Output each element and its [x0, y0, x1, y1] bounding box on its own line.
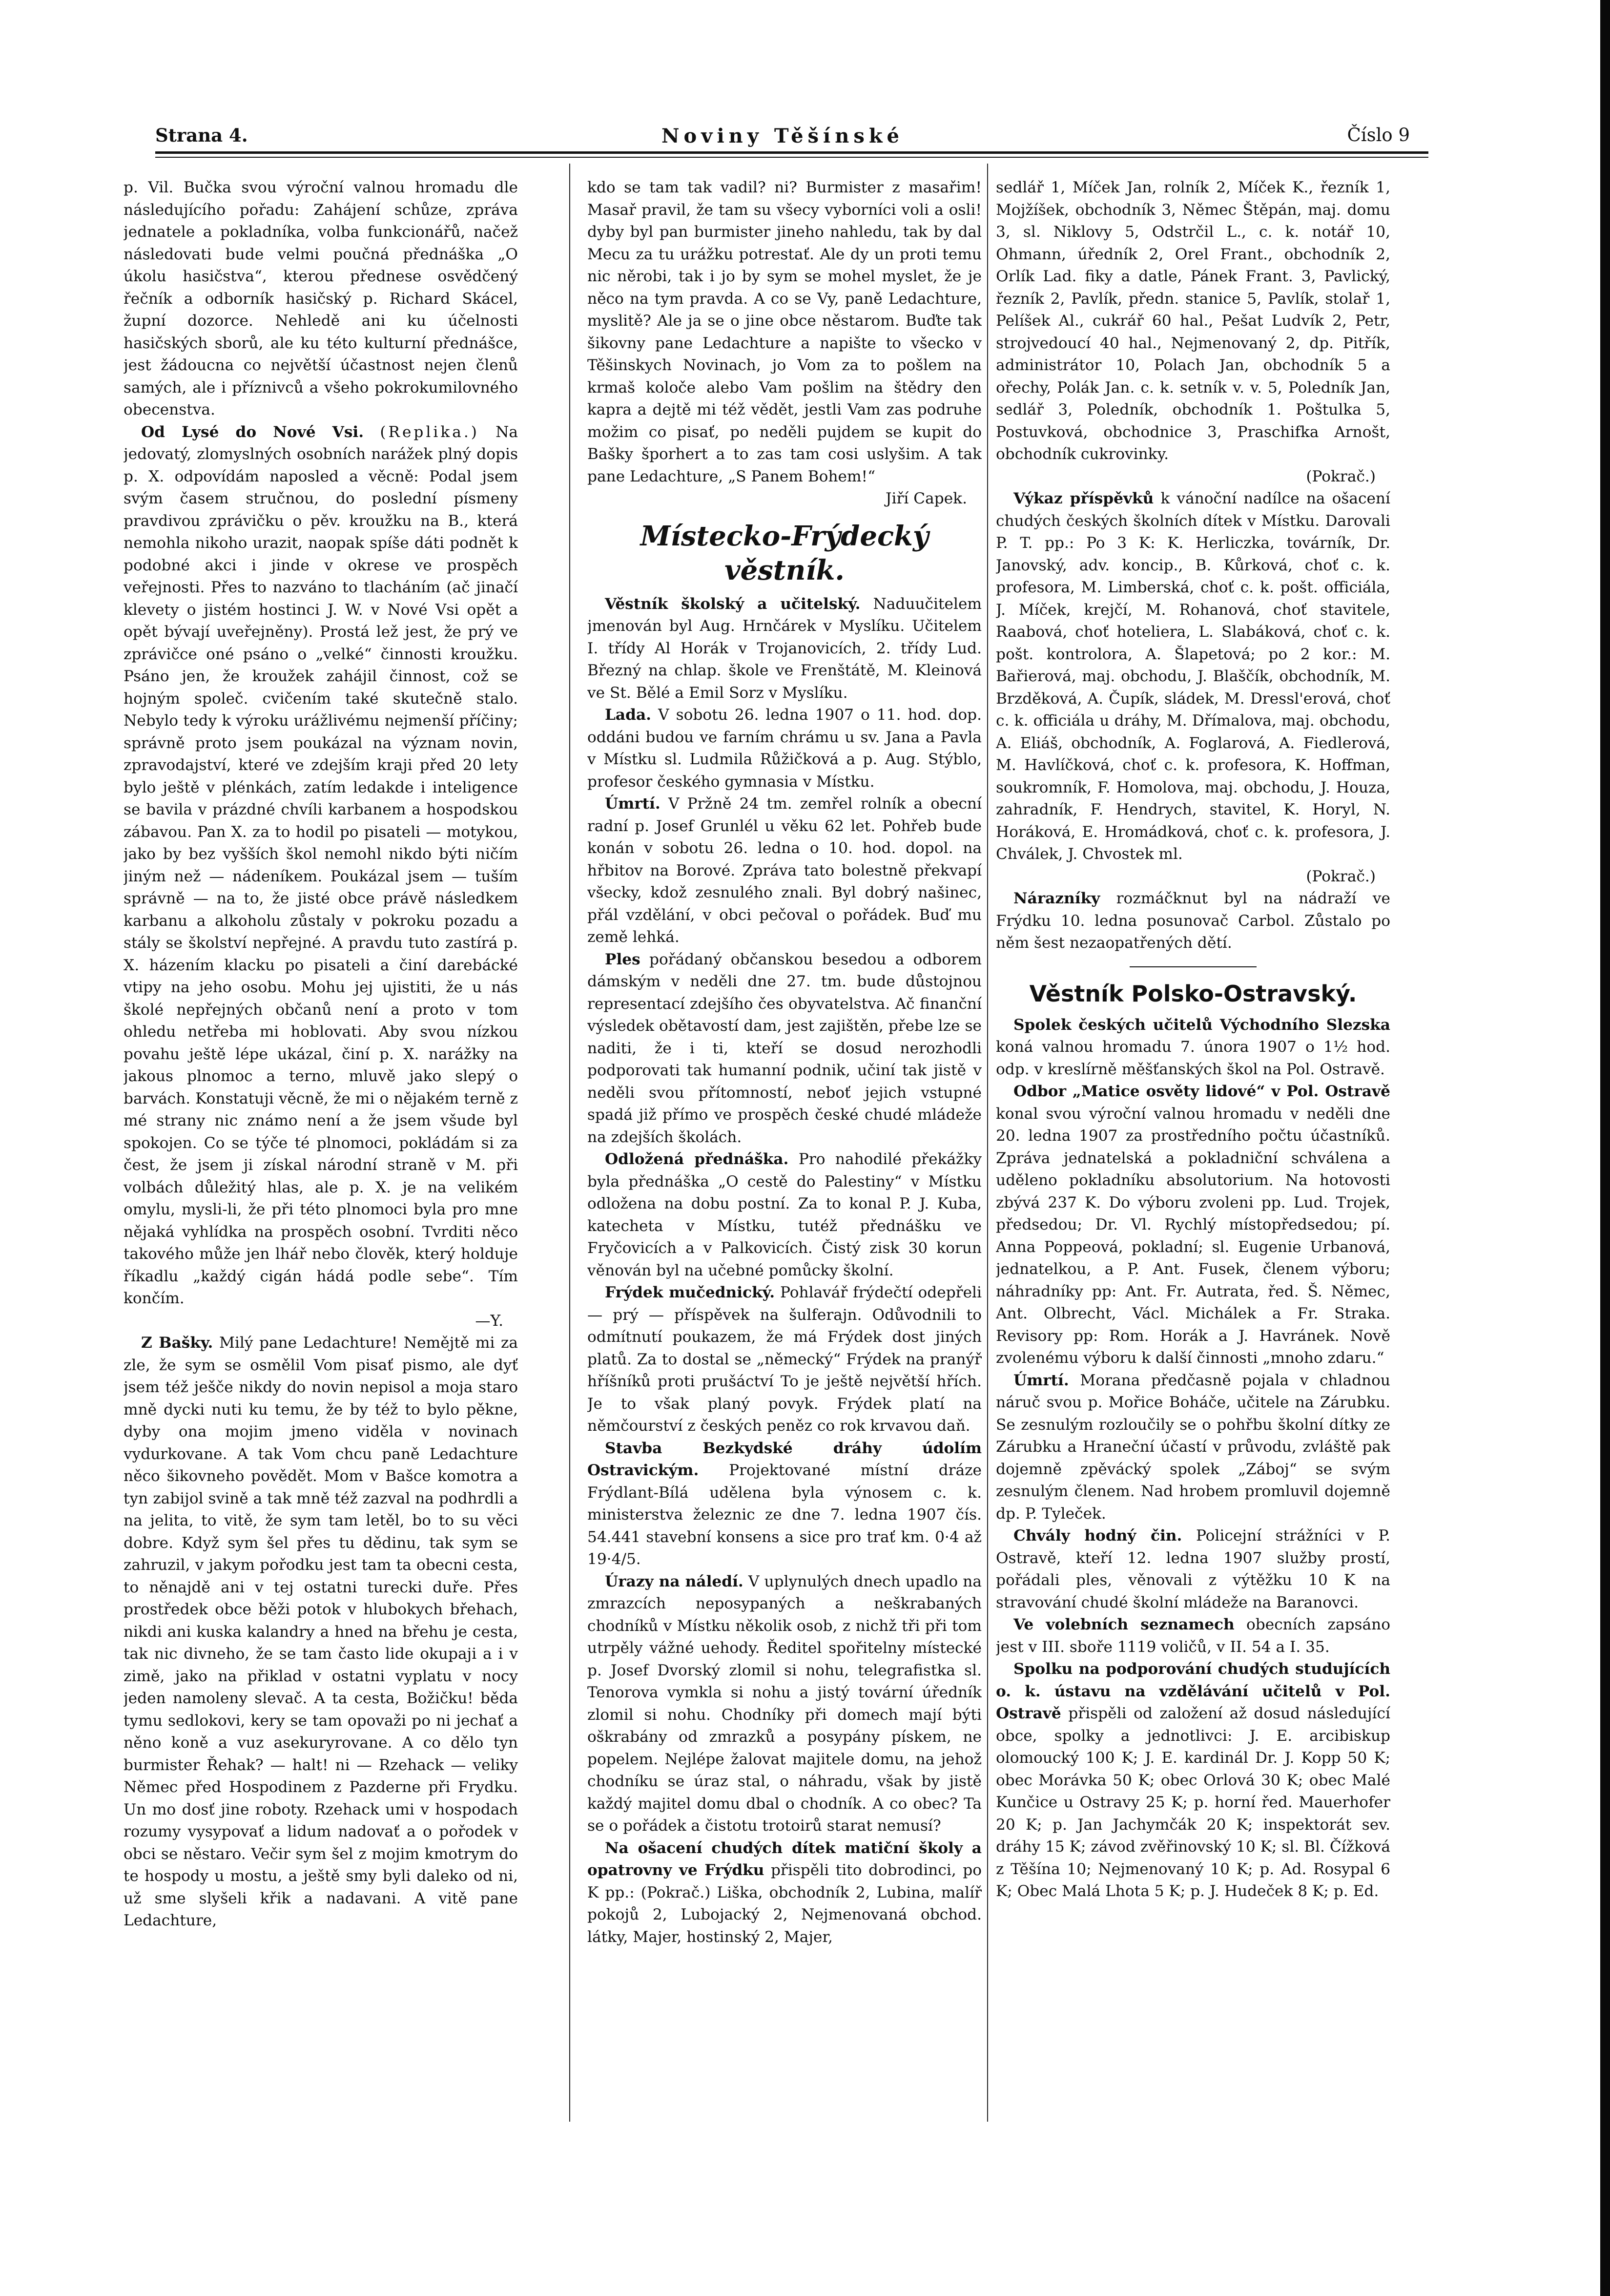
- article-heading: Úmrtí.: [605, 795, 661, 813]
- continued-note: (Pokrač.): [1306, 467, 1376, 485]
- continued-note: (Pokrač.): [1306, 867, 1376, 885]
- article-text: k vánoční nadílce na ošacení chudých českých školních dítek v Místku. Darovali P. T. pp.: Po 3 K: K. Herliczka, továrník, Dr. Janovský, adv. koncip., B. Kůrková, choť c. k. profesora, M. Limberská, choť c. k. pošt. officiála, J. Míček, krejčí, M. Rohanová, choť stavitele, Raabová, choť hoteliera, L. Slabáková, choť c. k. pošt. kontrolora, A. Šlapetová; po 2 kor.: M. Bařierová, maj. obchodu, J. Blaščík, obchodník, M. Brzděková, A. Čupík, sládek, M. Dressl'erová, choť c. k. officiála u dráhy, M. Dřímalova, maj. obchodu, A. Eliáš, obchodník, A. Foglarová, A. Fiedlerová, M. Havlíčková, choť c. k. profesora, K. Hoffman, soukromník, F. Homolova, maj. obchodu, J. Houza, zahradník, F. Hendrych, stavitel, K. Horyl, N. Horáková, E. Hromádková, choť c. k. profesora, J. Chválek, J. Chvostek ml.: [996, 490, 1390, 863]
- article: [996, 1525, 1390, 1614]
- article-text: Policejní strážníci v P. Ostravě, kteří 12. ledna 1907 služby prostí, pořádali ples, věnovali z výtěžku 10 K na stravování chudé školní mládeže na Baranovci.: [996, 1527, 1390, 1611]
- section-title: Věstník Polsko-Ostravský.: [1029, 980, 1357, 1007]
- article-heading: Spolek českých učitelů Východního Slezska: [1013, 1016, 1390, 1034]
- article: [996, 1614, 1390, 1658]
- article-heading: Chvály hodný čin.: [1013, 1527, 1182, 1545]
- article-text: Pohlavář frýdečtí odepřeli — prý — příspěvek na šulferajn. Odůvodnili to odmítnutí poukazem, že má Frýdek dost jiných platů. Za to dostal se „německý“ Frýdek na pranýř hříšníků proti prušáctví To je ještě největší hřích. Je to však planý povyk. Frýdek platí na němčourství z českých peněz co rok krvavou daň.: [587, 1284, 982, 1435]
- article: [996, 1014, 1390, 1081]
- article-heading: Odložená přednáška.: [605, 1150, 789, 1168]
- article-text: pořádaný občanskou besedou a odborem dámským v neděli dne 27. tm. bude důstojnou representací zdejšího čes obyvatelstva. Ač finanční výsledek obětavostí dam, jest zajištěn, přebe lze se naditi, že i ti, kteří se dosud nerozhodli podporovati tak humanní podnik, učiní tak jistě v neděli svou přítomností, neboť jejich vstupné spadá již přímo ve prospěch české chudé mládeže na zdejších školách.: [587, 950, 982, 1146]
- article: [587, 1571, 982, 1837]
- article: [996, 1370, 1390, 1525]
- article-text: V uplynulých dnech upadlo na zmrazcích neposypaných a neškrabaných chodníků v Místku několik osob, z nichž tři při tom utrpěly vážné uehody. Ředitel spořitelny místecké p. Josef Dvorský zlomil si nohu, telegrafistka sl. Tenorova vymkla si nohu a jistý tovární úředník zlomil si nohu. Chodníky při domech mají býti oškrabány od zmrazků a posypány pískem, ne popelem. Nejlépe žalovat majitele domu, na jehož chodníku se úraz stal, o náhradu, však by jistě každý majitel domu dbal o chodník. A co obec? Ta se o pořádek a čistotu trotoirů starat nemusí?: [587, 1572, 982, 1835]
- issue-number: Číslo 9: [1347, 125, 1410, 146]
- page-header: [155, 125, 1410, 154]
- article: [587, 704, 982, 793]
- article-subheading: (Replika.): [380, 423, 479, 441]
- header-rule: [155, 151, 1428, 154]
- article-text: Morana předčasně pojala v chladnou náruč svou p. Mořice Boháče, učitele na Zárubku. Se zesnulým rozloučily se o pohřbu školní dítky ze Zárubku a Hraneční účastí v průvodu, zvláště pak dojemně zpěvácký spolek „Záboj“ se svým zesnulým členem. Nad hrobem promluvil dojemně dp. P. Tyleček.: [996, 1371, 1390, 1523]
- article-heading: Lada.: [605, 706, 652, 724]
- article-heading: Ples: [605, 950, 640, 968]
- section-divider: [1130, 966, 1257, 967]
- section-title: Místecko-Frýdecký věstník.: [640, 520, 929, 586]
- column-2: [587, 177, 982, 2120]
- article-text: kdo se tam tak vadil? ni? Burmister z masařim! Masař pravil, že tam su všecy vyborníci voli a osli! dyby byl pan burmister jineho nahledu, tak by dal Mecu za tu urážku potrestať. Ale dy un proti temu nic něrobi, tak i jo by sym se mohel myslet, že je něco na tym pravda. A co se Vy, paně Ledachture, myslitě? Ale ja se o jine obce něstarom. Buďte tak šikovny pane Ledachture a napište to všecko v Těšinskych Novinach, jo Vom za to pošlem na krmaš koloče alebo Vam pošlim na štědry den kapra a dejtě mi též vědět, jestli Vam zas podruhe možim co pisať, po neděli pujdem se kupit do Bašky šporhert a to zas tam cosi uslyšim. A tak pane Ledachture, „S Panem Bohem!“: [587, 179, 982, 485]
- article-text: rozmáčknut byl na nádraží ve Frýdku 10. ledna posunovač Carbol. Zůstalo po něm šest nezaopatřených dětí.: [996, 890, 1390, 952]
- article: [587, 1282, 982, 1438]
- newspaper-title: Noviny Těšínské: [661, 125, 904, 147]
- article-heading: Odbor „Matice osvěty lidové“ v Pol. Ostravě: [1013, 1083, 1390, 1100]
- article: [587, 1837, 982, 1949]
- article: [996, 1081, 1390, 1370]
- page-edge: [1600, 0, 1610, 2296]
- article-heading: Z Bašky.: [141, 1334, 213, 1352]
- article-text: Pro nahodilé překážky byla přednáška „O cestě do Palestiny“ v Místku odložena na dobu postní. Za to konal P. J. Kuba, katecheta v Místku, tutéž přednášku ve Fryčovicích a v Palkovicích. Čistý zisk 30 korun věnován byl na učebné pomůcky školní.: [587, 1150, 982, 1279]
- article: [587, 1438, 982, 1571]
- article-signature: Jiří Capek.: [886, 490, 967, 507]
- article: [124, 421, 518, 1310]
- article-heading: Od Lysé do Nové Vsi.: [141, 423, 364, 441]
- article-text: konal svou výroční valnou hromadu v neděli dne 20. ledna 1907 za prostředního počtu účastníků. Zpráva jednatelská a pokladniční schválena a uděleno pokladníku absolutorium. Na hotovosti zbývá 237 K. Do výboru zvoleni pp. Lud. Trojek, předsedou; Dr. Vl. Rychlý místopředsedou; pí. Anna Poppeová, pokladní; sl. Eugenie Urbanová, jednatelkou, a P. Ant. Fusek, členem výboru; náhradníky pp: Ant. Fr. Autrata, řed. Š. Němec, Ant. Olbrecht, Václ. Michálek a Fr. Straka. Revisory pp: Rom. Horák a J. Havránek. Nově zvolenému výboru k další činnosti „mnoho zdaru.“: [996, 1105, 1390, 1367]
- article-text: koná valnou hromadu 7. února 1907 o 1½ hod. odp. v kreslírně měšťanských škol na Pol. Ostravě.: [996, 1038, 1390, 1078]
- article-text: Milý pane Ledachture! Nemějtě mi za zle, že sym se osmělil Vom pisať pismo, ale dyť jsem též ješče nikdy do novin nepisol a moja staro mně dycki nuti ku temu, že by též to bylo pěkne, dyby ona mojim jmeno viděla v novinach vydurkovane. A tak Vom chcu paně Ledachture něco šikovneho povědět. Mom v Bašce komotra a tyn zabijol svině a tak mně též zazval na podhrdli a na jelita, to vitě, že sym tam letěl, bo to su věci dobre. Když sym šel přes tu dědinu, tak sym se zahruzil, v jakym pořodku jest tam ta obecni cesta, to něnajdě ani v tej ostatni turecki duře. Přes prostředek obce běži potok v hlubokych břehach, nikdi ani kuska kalandry a hned na břehu je cesta, tak nic divneho, že se tam často lide okupaji a i v zimě, jako na přiklad v ostatni vyplatu v nocy jeden namoleny slevač. A ta cesta, Božičku! běda tymu sedlokovi, kery se tam opovaži po ni jechať a něno koně a vuz asekuryrovane. A co dělo tyn burmister Řehak? — halt! ni — Rzehack — veliky Němec před Hospodinem z Pazderne při Frydku. Un mo dosť jine roboty. Rzehack umi v hospodach rozumy vysypovať a lidum nadovať a o pořodek v obci se něstaro. Večir sym šel z mojim kmotrym do te hospody u mostu, a ještě smy byli daleko od ni, už sme slyšeli křik a nadavani. A vitě pane Ledachture,: [124, 1334, 518, 1929]
- column-3: [996, 177, 1390, 2120]
- column-1: [124, 177, 518, 2120]
- article-heading: Ve volebních seznamech: [1013, 1616, 1235, 1633]
- article-text: obecních zapsáno jest v III. sboře 1119 voličů, v II. 54 a I. 35.: [996, 1616, 1390, 1656]
- article: [996, 888, 1390, 955]
- article-text: V Pržně 24 tm. zemřel rolník a obecní radní p. Josef Grunlél u věku 62 let. Pohřeb bude konán v sobotu 26. ledna o 10. hod. dopol. na hřbitov na Borové. Zpráva tato bolestně překvapí všecky, kdož zesnulého znali. Byl dobrý našinec, přál vzdělání, v obci pečoval o pořádek. Buď mu země lehká.: [587, 795, 982, 946]
- article-text: přispěli tito dobrodinci, po K pp.: (Pokrač.) Liška, obchodník 2, Lubina, malíř pokojů 2, Lubojacký 2, Nejmenovaná obchod. látky, Majer, hostinský 2, Majer,: [587, 1861, 982, 1946]
- article: [587, 793, 982, 949]
- header-rule-thin: [155, 157, 1428, 158]
- article: [124, 1332, 518, 1932]
- article-text: V sobotu 26. ledna 1907 o 11. hod. dop. oddáni budou ve farním chrámu u sv. Jana a Pavla v Místku sl. Ludmila Růžičková a p. Aug. Stýblo, profesor českého gymnasia v Místku.: [587, 706, 982, 791]
- page-number: Strana 4.: [155, 125, 248, 146]
- article: [996, 1658, 1390, 1903]
- article-heading: Frýdek mučednický.: [605, 1284, 775, 1301]
- article-heading: Nárazníky: [1013, 890, 1100, 907]
- article-heading: Věstník školský a učitelský.: [605, 595, 861, 613]
- article-text: přispěli od založení až dosud následující obce, spolky a jednotlivci: J. E. arcibiskup olomoucký 100 K; J. E. kardinál Dr. J. Kopp 50 K; obec Morávka 50 K; obec Orlová 30 K; obec Malé Kunčice u Ostravy 25 K; p. horní řed. Mauerhofer 20 K; p. Jan Jachymčák 20 K; inspektorát sev. dráhy 15 K; závod zvěřinovský 10 K; sl. Bl. Čížková z Těšína 10; Nejmenovaný 10 K; p. Ad. Rosypal 6 K; Obec Malá Lhota 5 K; p. J. Hudeček 8 K; p. Ed.: [996, 1705, 1390, 1900]
- column-divider: [987, 164, 988, 2122]
- article-text: Na jedovatý, zlomyslných osobních narážek plný dopis p. X. odpovídám naposled a věcně: Podal jsem svým časem stručnou, do poslední písmeny pravdivou zprávičku o pěv. kroužku na B., která nemohla nikoho urazit, naopak spíše dáti podnět k podobné akci i jinde v okrese ve prospěch veřejnosti. Přes to nazváno to tlacháním (ač jinačí klevety o jistém hostinci J. W. v Nové Vsi opět a opět bývají uveřejněny). Prostá lež jest, že prý ve zprávičce oné psáno o „velké“ činnosti kroužku. Psáno jen, že kroužek zahájil činnost, což se hojným společ. cvičením také skutečně stalo. Nebylo tedy k výroku urážlivému nejmenší příčiny; správně proto jsem poukázal na význam novin, zpravodajství, které ve zdejším kraji před 20 lety bylo ještě v plénkách, zatím ledakde i inteligence se bavila v prázdné chvíli karbanem a hospodskou zábavou. Pan X. za to hodil po pisateli — motykou, jako by bez vyšších škol nemohl nikdo býti ničím jiným než — nádeníkem. Poukázal jsem — tuším správně — na to, že jisté obce právě následkem karbanu a alkoholu zůstaly v pokroku pozadu a stály se školství nepřejné. A pravdu tuto zastírá p. X. házením klacku po pisateli a činí darebácké vtipy na jeho osobu. Mohu jej ujistiti, že u nás školé nepřejných občanů není a proto v tom ohledu netřeba mi hoblovati. Aby svou nízkou povahu ještě lépe ukázal, činí p. X. narážky na jakous plnomoc a terno, mluvě jako slepý o barvách. Konstatuji věcně, že mi o nějakém terně z mé strany nic známo není a že jsem všude byl spokojen. Co se týče té plnomoci, pokládám si za čest, že jsem ji získal národní straně v M. při volbách důležitý hlas, ale p. X. je na velikém omylu, mysli-li, že při této plnomoci byla pro mne nějaká vyhlídka na prospěch osobní. Tvrditi něco takového může jen lhář nebo člověk, který holduje říkadlu „každý cigán hádá podle sebe“. Tím končím.: [124, 423, 518, 1307]
- article-text: sedlář 1, Míček Jan, rolník 2, Míček K., řezník 1, Mojžíšek, obchodník 3, Němec Štěpán, maj. domu 3, sl. Niklovy 5, Odstrčil L., c. k. notář 10, Ohmann, úředník 2, Orel Frant., obchodník 2, Orlík Lad. fiky a datle, Pánek Frant. 3, Pavlický, řezník 2, Pavlík, předn. stanice 5, Pavlík, stolař 1, Pelíšek Al., cukrář 60 hal., Pešat Ludvík 2, Petr, strojvedoucí 40 hal., Nejmenovaný 2, dp. Pitřík, administrátor 10, Polach Jan, obchodník 5 a ořechy, Polák Jan. c. k. setník v. v. 5, Poledník Jan, sedlář 3, Poledník, obchodník 1. Poštulka 5, Postuvková, obchodnice 3, Praschifka Arnošt, obchodník cukrovinky.: [996, 179, 1390, 463]
- article-text: p. Vil. Bučka svou výroční valnou hromadu dle následujícího pořadu: Zahájení schůze, zpráva jednatele a pokladníka, volba funkcionářů, načež následovati bude velmi poučná přednáška „O úkolu hasičstva“, kterou přednese osvědčený řečník a odborník hasičský p. Richard Skácel, župní dozorce. Nehledě ani ku účelnosti hasičských sborů, ale ku této kulturní přednášce, jest žádoucna co největší účastnost nejen členů samých, ale i příznivců a všeho pokrokumilovného obecenstva.: [124, 179, 518, 418]
- article-text: Naduučitelem jmenován byl Aug. Hrnčárek v Myslíku. Učitelem I. třídy Al Horák v Trojanovicích, 2. třídy Lud. Březný na chlap. škole ve Frenštátě, M. Kleinová ve St. Bělé a Emil Sorz v Myslíku.: [587, 595, 982, 702]
- article: [996, 488, 1390, 866]
- article-heading: Na ošacení chudých dítek matiční školy a opatrovny ve Frýdku: [587, 1839, 982, 1879]
- article-heading: Výkaz příspěvků: [1013, 490, 1154, 507]
- article-heading: Úmrtí.: [1013, 1371, 1069, 1389]
- article: [587, 949, 982, 1149]
- article-heading: Úrazy na náledí.: [605, 1572, 743, 1590]
- column-divider: [569, 164, 570, 2122]
- article-heading: Stavba Bezkydské dráhy údolím Ostravickým.: [587, 1439, 982, 1479]
- article: [587, 1148, 982, 1282]
- article-text: Projektované místní dráze Frýdlant-Bílá udělena byla výnosem c. k. ministerstva železnic ze dne 7. ledna 1907 čís. 54.441 stavební konsens a sice pro trať km. 0·4 až 19·4/5.: [587, 1461, 982, 1568]
- article-signature: —Y.: [475, 1312, 503, 1330]
- article-heading: Spolku na podporování chudých studujících o. k. ústavu na vzdělávání učitelů v Pol. Ostravě: [996, 1660, 1390, 1722]
- article: [587, 593, 982, 705]
